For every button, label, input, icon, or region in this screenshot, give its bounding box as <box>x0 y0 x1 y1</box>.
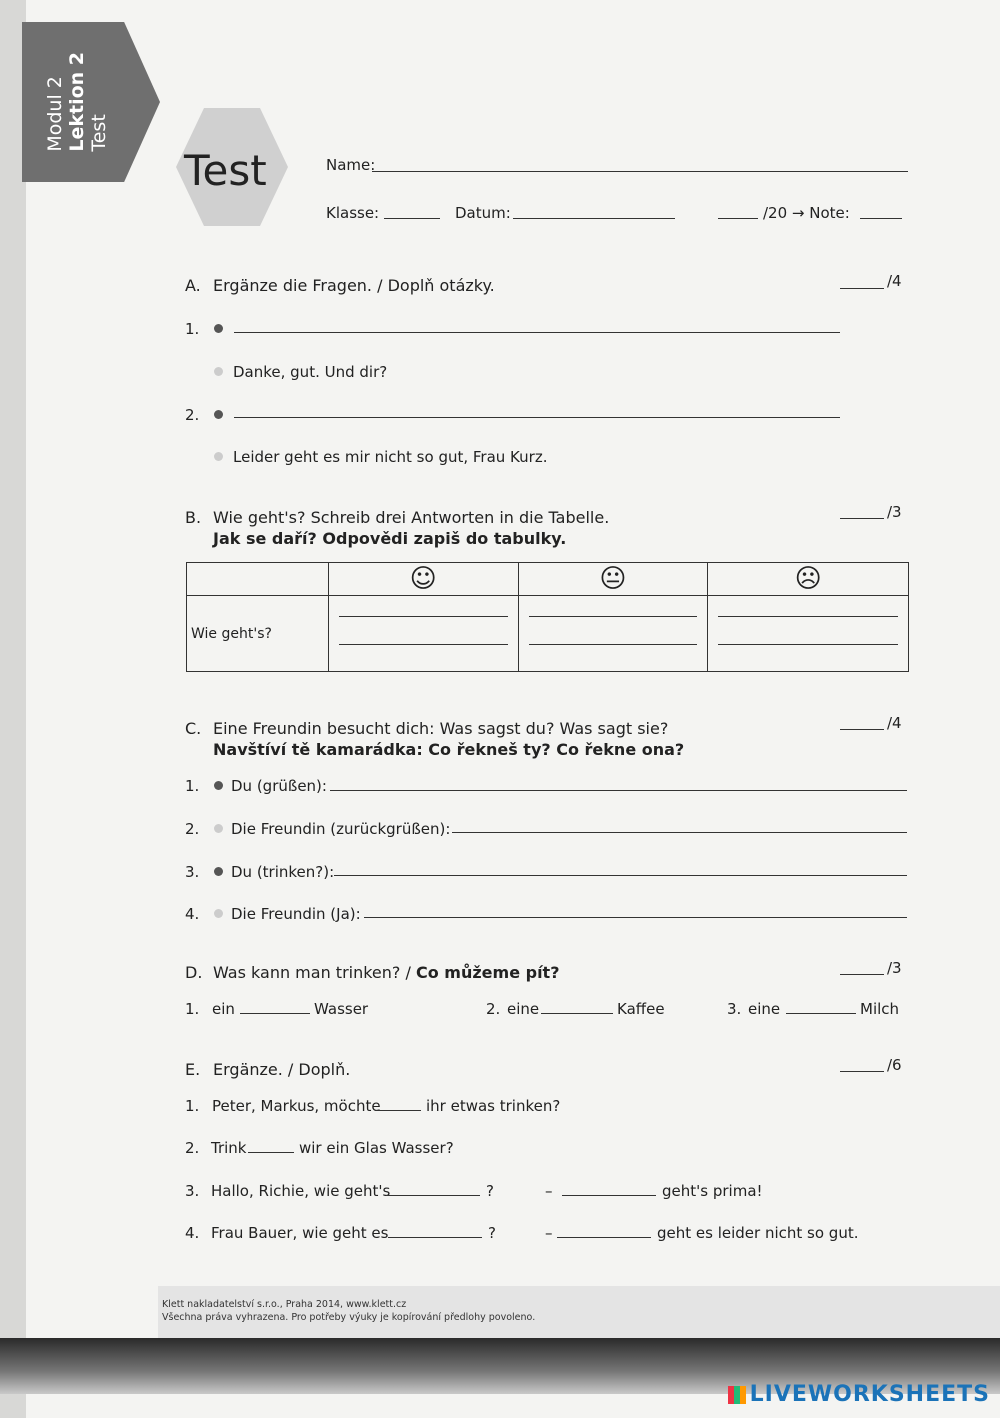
d2-blank[interactable] <box>541 1013 613 1014</box>
section-d-title: Was kann man trinken? / Co můžeme pít? <box>213 963 560 982</box>
e3-blank-1[interactable] <box>386 1195 480 1196</box>
page-edge <box>0 0 26 1418</box>
a1-answer: Danke, gut. Und dir? <box>233 363 388 381</box>
c3-answer-line[interactable] <box>334 875 907 876</box>
speaker-dot-dark <box>214 324 223 333</box>
section-b-score: /3 <box>887 503 902 521</box>
section-c-title-cz: Navštíví tě kamarádka: Co řekneš ty? Co řekne ona? <box>213 740 685 759</box>
total-score-field[interactable] <box>718 218 758 219</box>
c2-prompt: Die Freundin (zurückgrüßen): <box>231 820 451 838</box>
answer-line[interactable] <box>718 616 898 617</box>
answer-line[interactable] <box>529 616 698 617</box>
c4-number: 4. <box>185 905 200 923</box>
a2-question-line[interactable] <box>234 417 840 418</box>
c1-prompt: Du (grüßen): <box>231 777 327 795</box>
lesson-tab-text <box>44 52 110 152</box>
name-label: Name: <box>326 156 376 174</box>
d3-number: 3. <box>727 1000 742 1018</box>
d3-blank[interactable] <box>786 1013 856 1014</box>
answer-line[interactable] <box>718 644 898 645</box>
e3-number: 3. <box>185 1182 200 1200</box>
liveworksheets-logo: LIVEWORKSHEETS <box>728 1382 990 1407</box>
section-c-points-field[interactable] <box>840 729 884 730</box>
c3-prompt: Du (trinken?): <box>231 863 335 881</box>
table-row-label: Wie geht's? <box>187 596 329 672</box>
e3-part1: Hallo, Richie, wie geht's <box>211 1182 391 1200</box>
speaker-dot-light <box>214 452 223 461</box>
lektion-label: Lektion 2 <box>66 52 88 152</box>
footer-copyright <box>162 1298 535 1324</box>
c1-answer-line[interactable] <box>330 790 907 791</box>
e4-part1: Frau Bauer, wie geht es <box>211 1224 389 1242</box>
section-d-score: /3 <box>887 959 902 977</box>
test-label: Test <box>88 114 110 152</box>
answer-line[interactable] <box>529 644 698 645</box>
table-corner-cell <box>187 563 329 596</box>
name-field[interactable] <box>372 171 908 172</box>
section-e-points-field[interactable] <box>840 1071 884 1072</box>
modul-label: Modul 2 <box>44 76 66 152</box>
e1-part2: ihr etwas trinken? <box>426 1097 561 1115</box>
datum-label: Datum: <box>455 204 511 222</box>
a1-question-line[interactable] <box>234 332 840 333</box>
section-e-title: Ergänze. / Doplň. <box>213 1060 351 1079</box>
answer-cell-sad <box>708 596 909 672</box>
a1-number: 1. <box>185 320 200 338</box>
section-b-letter: B. <box>185 508 202 527</box>
mood-table <box>186 562 909 672</box>
answer-line[interactable] <box>339 616 508 617</box>
section-a-title: Ergänze die Fragen. / Doplň otázky. <box>213 276 495 295</box>
section-a-points-field[interactable] <box>840 288 884 289</box>
c3-number: 3. <box>185 863 200 881</box>
section-c-letter: C. <box>185 719 202 738</box>
e3-question-mark: ? <box>486 1182 494 1200</box>
answer-cell-happy <box>328 596 518 672</box>
d1-number: 1. <box>185 1000 200 1018</box>
e2-number: 2. <box>185 1139 200 1157</box>
section-e-letter: E. <box>185 1060 201 1079</box>
liveworksheets-logo-icon <box>728 1386 746 1404</box>
section-c-score: /4 <box>887 714 902 732</box>
d2-article: eine <box>507 1000 540 1018</box>
speaker-dot-dark <box>214 867 223 876</box>
answer-cell-neutral <box>518 596 708 672</box>
d2-number: 2. <box>486 1000 501 1018</box>
section-b-points-field[interactable] <box>840 518 884 519</box>
d2-word: Kaffee <box>617 1000 665 1018</box>
e2-part1: Trink <box>211 1139 247 1157</box>
d1-blank[interactable] <box>240 1013 310 1014</box>
section-a-letter: A. <box>185 276 201 295</box>
klasse-field[interactable] <box>384 218 440 219</box>
e2-part2: wir ein Glas Wasser? <box>299 1139 454 1157</box>
footer-line-2: Všechna práva vyhrazena. Pro potřeby výuky je kopírování předlohy povoleno. <box>162 1312 536 1323</box>
c2-answer-line[interactable] <box>452 832 907 833</box>
e2-blank[interactable] <box>248 1152 294 1153</box>
smiley-happy-icon: ☺ <box>328 563 518 596</box>
c4-answer-line[interactable] <box>364 917 907 918</box>
section-a-score: /4 <box>887 272 902 290</box>
e3-blank-2[interactable] <box>562 1195 656 1196</box>
e1-number: 1. <box>185 1097 200 1115</box>
smiley-sad-icon: ☹ <box>708 563 909 596</box>
a2-number: 2. <box>185 406 200 424</box>
e1-part1: Peter, Markus, möchte <box>212 1097 381 1115</box>
section-c-title-de: Eine Freundin besucht dich: Was sagst du? Was sagt sie? <box>213 719 669 738</box>
section-b-title-de: Wie geht's? Schreib drei Antworten in die Tabelle. <box>213 508 610 527</box>
datum-field[interactable] <box>513 218 675 219</box>
a2-answer: Leider geht es mir nicht so gut, Frau Kurz. <box>233 448 548 466</box>
e1-blank[interactable] <box>375 1110 421 1111</box>
speaker-dot-light <box>214 909 223 918</box>
section-b-title-cz: Jak se daří? Odpovědi zapiš do tabulky. <box>213 529 567 548</box>
speaker-dot-light <box>214 824 223 833</box>
d3-article: eine <box>748 1000 781 1018</box>
d3-word: Milch <box>860 1000 900 1018</box>
e3-part2: geht's prima! <box>662 1182 763 1200</box>
speaker-dot-dark <box>214 410 223 419</box>
e4-question-mark: ? <box>488 1224 496 1242</box>
e4-dash: – <box>545 1224 553 1242</box>
answer-line[interactable] <box>339 644 508 645</box>
c4-prompt: Die Freundin (Ja): <box>231 905 361 923</box>
e4-blank-1[interactable] <box>388 1237 482 1238</box>
section-d-points-field[interactable] <box>840 974 884 975</box>
speaker-dot-dark <box>214 781 223 790</box>
d1-article: ein <box>212 1000 235 1018</box>
total-score: /20 → Note: <box>763 204 850 222</box>
c1-number: 1. <box>185 777 200 795</box>
page-title: Test <box>184 146 267 195</box>
e4-part2: geht es leider nicht so gut. <box>657 1224 859 1242</box>
klasse-label: Klasse: <box>326 204 380 222</box>
e4-blank-2[interactable] <box>557 1237 651 1238</box>
e3-dash: – <box>545 1182 553 1200</box>
section-d-letter: D. <box>185 963 203 982</box>
d1-word: Wasser <box>314 1000 369 1018</box>
note-field[interactable] <box>860 218 902 219</box>
section-e-score: /6 <box>887 1056 902 1074</box>
e4-number: 4. <box>185 1224 200 1242</box>
speaker-dot-light <box>214 367 223 376</box>
c2-number: 2. <box>185 820 200 838</box>
smiley-neutral-icon: 😐 <box>518 563 708 596</box>
footer-line-1: Klett nakladatelství s.r.o., Praha 2014, www.klett.cz <box>162 1299 407 1310</box>
